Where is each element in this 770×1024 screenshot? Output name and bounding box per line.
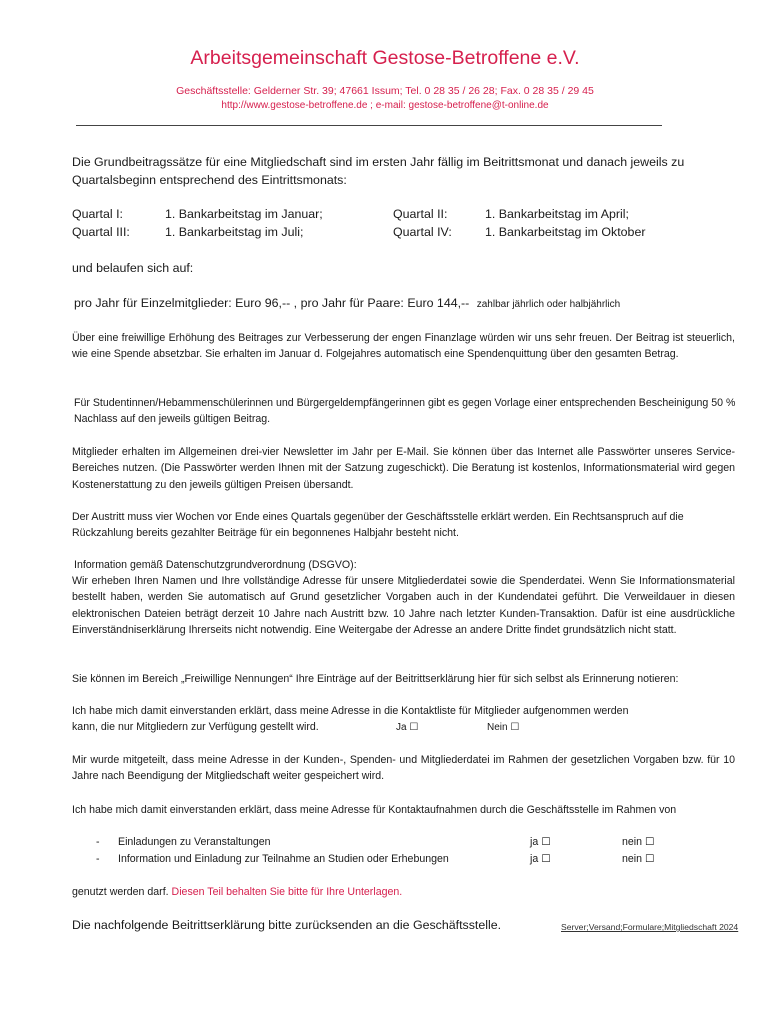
consent-item-1-text: Einladungen zu Veranstaltungen [118,836,271,848]
office-address: Geschäftsstelle: Gelderner Str. 39; 47661 Issum; Tel. 0 28 35 / 26 28; Fax. 0 28 35 / 29 45 [176,85,594,97]
quarter-1-label: Quartal I: [72,207,123,221]
exit-paragraph: Der Austritt muss vier Wochen vor Ende eines Quartals gegenüber der Geschäftsstelle erklärt werden. Ein Rechtsanspruch auf die Rückzahlung bereits gezahlter Beiträge für ein begonnenes Halbjahr besteht nicht. [72,511,684,540]
file-path-reference: Server;Versand;Formulare;Mitgliedschaft 2024 [561,922,739,932]
quarter-2-label: Quartal II: [393,207,448,221]
students-discount-paragraph: Für Studentinnen/Hebammenschülerinnen und Bürgergeldempfängerinnen gibt es gegen Vorlage einer entsprechenden Bescheinigung 50 % Nachlass auf den jeweils gültigen Beitrag. [74,397,736,426]
contact-list-no-checkbox[interactable]: Nein ☐ [487,722,520,733]
intro-paragraph: Die Grundbeitragssätze für eine Mitgliedschaft sind im ersten Jahr fällig im Beitrittsmonat und danach jeweils zu Quartalsbeginn entsprechend des Eintrittsmonats: [72,155,685,187]
web-contact: http://www.gestose-betroffene.de ; e-mail: gestose-betroffene@t-online.de [221,100,549,111]
donation-paragraph: Über eine freiwillige Erhöhung des Beitrages zur Verbesserung der engen Finanzlage würden wir uns sehr freuen. Der Beitrag ist steuerlich, wie eine Spende absetzbar. Sie erhalten im Januar d. Folgejahres automatisch eine Spendenquittung über den gesamten Betrag. [72,332,735,361]
voluntary-entries-paragraph: Sie können im Bereich „Freiwillige Nennungen“ Ihre Einträge auf der Beitrittserklärung hier für sich selbst als Erinnerung notieren: [72,673,679,685]
fees-line [74,296,620,310]
consent-item-1-bullet: - [96,836,100,848]
consent-item-1-yes-checkbox[interactable]: ja ☐ [530,836,551,848]
quarter-2-date: 1. Bankarbeitstag im April; [485,207,629,221]
quarter-3-label: Quartal III: [72,225,130,239]
fees-amounts: pro Jahr für Einzelmitglieder: Euro 96,-- , pro Jahr für Paare: Euro 144,-- [74,296,470,310]
storage-paragraph: Mir wurde mitgeteilt, dass meine Adresse in der Kunden-, Spenden- und Mitgliederdatei im Rahmen der gesetzlichen Vorgaben bzw. für 10 Jahre nach Beendigung der Mitgliedschaft weiter gespeichert wird. [72,754,735,783]
header-divider [76,125,662,126]
contact-list-yes-checkbox[interactable]: Ja ☐ [396,722,419,733]
dsgvo-paragraph: Wir erheben Ihren Namen und Ihre vollständige Adresse für unsere Mitgliederdatei sowie die Spenderdatei. Wenn Sie Informationsmaterial bestellt haben, werden Sie automatisch auf Grund gesetzlicher Vorgaben auch in der Kundendatei geführt. Die Verweildauer in diesen elektronischen Dateien beträgt derzeit 10 Jahre nach Austritt bzw. 10 Jahre nach letzter Kunden-Transaktion. Dafür ist eine ausdrückliche Einverständniserklärung Ihrerseits nicht notwendig. Eine Weitergabe der Adresse an andere Dritte findet grundsätzlich nicht statt. [72,575,735,636]
fees-payment-note: zahlbar jährlich oder halbjährlich [476,299,621,310]
closing-line [72,884,402,900]
consent-item-1-no-checkbox[interactable]: nein ☐ [622,836,655,848]
newsletter-paragraph: Mitglieder erhalten im Allgemeinen drei-vier Newsletter im Jahr per E-Mail. Sie können über das Internet alle Passwörter unseres Service-Bereiches nutzen. (Die Passwörter werden Ihnen mit der Satzung zugeschickt). Die Beratung ist kostenlos, Informationsmaterial wird gegen Kostenerstattung zu den jeweils gültigen Preisen übersandt. [72,446,735,491]
quarter-3-date: 1. Bankarbeitstag im Juli; [165,225,304,239]
organization-title: Arbeitsgemeinschaft Gestose-Betroffene e.V. [190,47,580,69]
quarter-4-label: Quartal IV: [393,225,452,239]
dsgvo-heading: Information gemäß Datenschutzgrundverordnung (DSGVO): [74,559,357,571]
keep-for-records-note: Diesen Teil behalten Sie bitte für Ihre Unterlagen. [171,886,403,898]
consent-item-2-no-checkbox[interactable]: nein ☐ [622,853,655,865]
contact-list-line-1: Ich habe mich damit einverstanden erklärt, dass meine Adresse in die Kontaktliste für Mitglieder aufgenommen werden [72,705,629,717]
contact-office-paragraph: Ich habe mich damit einverstanden erklärt, dass meine Adresse für Kontaktaufnahmen durch die Geschäftsstelle im Rahmen von [72,804,677,816]
quarter-4-date: 1. Bankarbeitstag im Oktober [485,225,646,239]
contact-list-line-2: kann, die nur Mitgliedern zur Verfügung gestellt wird. [72,721,319,733]
return-instruction: Die nachfolgende Beitrittserklärung bitte zurücksenden an die Geschäftsstelle. [72,918,502,932]
quarter-1-date: 1. Bankarbeitstag im Januar; [165,207,323,221]
consent-item-2-text: Information und Einladung zur Teilnahme an Studien oder Erhebungen [118,853,449,865]
used-text: genutzt werden darf. [72,886,169,898]
consent-item-2-yes-checkbox[interactable]: ja ☐ [530,853,551,865]
consent-item-2-bullet: - [96,853,100,865]
amount-intro: und belaufen sich auf: [72,261,194,275]
